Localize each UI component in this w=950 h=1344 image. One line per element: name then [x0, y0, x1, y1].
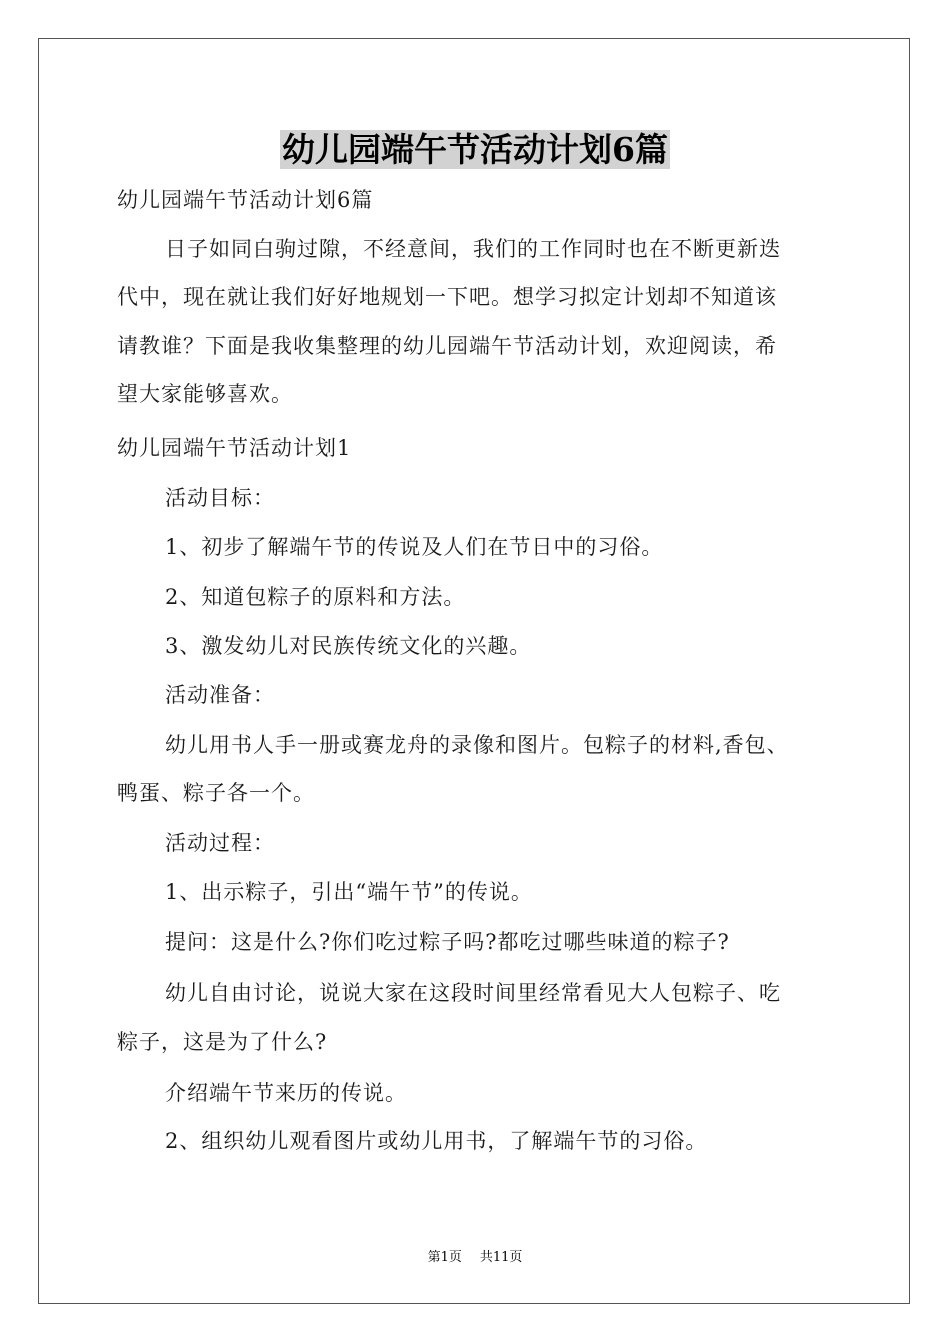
document-title — [0, 128, 950, 172]
paragraph: 幼儿用书人手一册或赛龙舟的录像和图片。包粽子的材料,香包、 — [165, 733, 789, 757]
paragraph: 介绍端午节来历的传说。 — [165, 1081, 407, 1105]
list-item: 3、激发幼儿对民族传统文化的兴趣。 — [165, 634, 532, 658]
paragraph: 幼儿园端午节活动计划6篇 — [117, 188, 374, 212]
paragraph: 日子如同白驹过隙，不经意间，我们的工作同时也在不断更新迭 — [165, 237, 781, 261]
list-item: 2、组织幼儿观看图片或幼儿用书，了解端午节的习俗。 — [165, 1129, 708, 1153]
page-total: 共11页 — [479, 1250, 523, 1265]
list-item: 2、知道包粽子的原料和方法。 — [165, 585, 466, 609]
page-number: 第1页 — [427, 1250, 462, 1265]
paragraph: 提问：这是什么?你们吃过粽子吗?都吃过哪些味道的粽子? — [165, 930, 730, 954]
list-item: 1、初步了解端午节的传说及人们在节日中的习俗。 — [165, 535, 664, 559]
title-text: 幼儿园端午节活动计划6篇 — [282, 130, 668, 169]
paragraph: 活动准备： — [165, 683, 275, 707]
paragraph: 活动过程： — [165, 831, 275, 855]
list-item: 1、出示粽子，引出“端午节”的传说。 — [165, 880, 533, 904]
paragraph: 幼儿自由讨论，说说大家在这段时间里经常看见大人包粽子、吃 — [165, 981, 781, 1005]
section-heading: 幼儿园端午节活动计划1 — [117, 436, 352, 460]
paragraph: 鸭蛋、粽子各一个。 — [117, 781, 315, 805]
paragraph: 请教谁？下面是我收集整理的幼儿园端午节活动计划，欢迎阅读，希 — [117, 334, 777, 358]
paragraph: 代中，现在就让我们好好地规划一下吧。想学习拟定计划却不知道该 — [117, 285, 777, 309]
paragraph: 望大家能够喜欢。 — [117, 382, 293, 406]
paragraph: 粽子，这是为了什么? — [117, 1030, 328, 1054]
paragraph: 活动目标： — [165, 486, 275, 510]
page-footer — [0, 1246, 950, 1265]
